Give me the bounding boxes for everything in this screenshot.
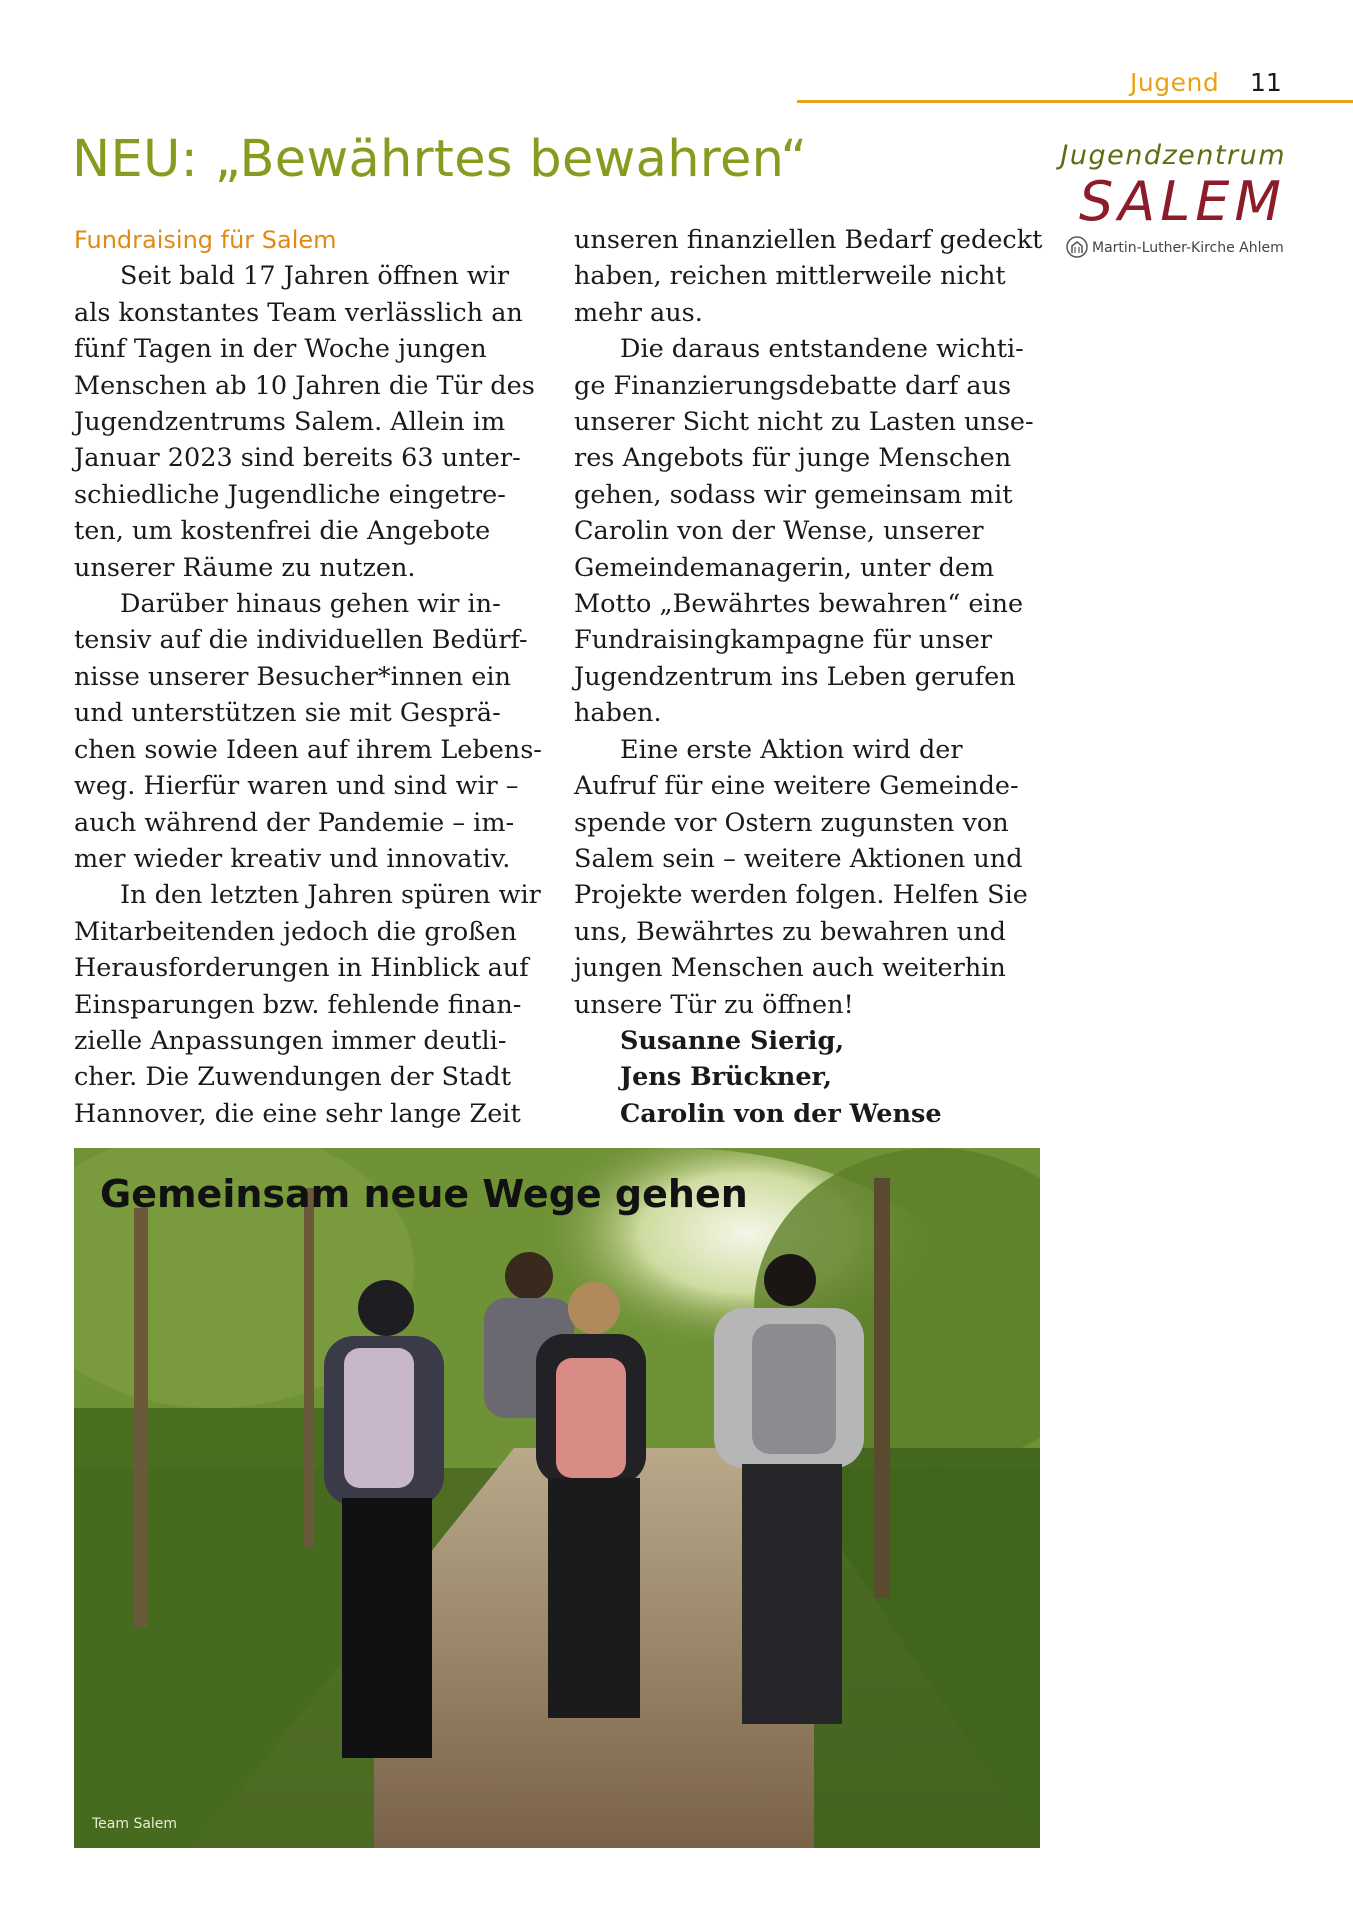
author-name: Susanne Sierig, bbox=[620, 1025, 845, 1056]
author-name: Jens Brückner, bbox=[620, 1062, 833, 1093]
text-line: Menschen ab 10 Jahren die Tür des bbox=[74, 370, 535, 401]
text-line: unseren finanziellen Bedarf gedeckt bbox=[574, 225, 1043, 255]
text-line: Herausforderungen in Hinblick auf bbox=[74, 953, 529, 984]
text-line: mer wieder kreativ und innovativ. bbox=[74, 843, 511, 874]
text-line: und unterstützen sie mit Gesprä- bbox=[74, 698, 501, 729]
text-line: Mitarbeitenden jedoch die großen bbox=[74, 916, 517, 947]
text-line: unserer Sicht nicht zu Lasten unse- bbox=[574, 407, 1034, 438]
text-line: res Angebots für junge Menschen bbox=[574, 443, 1012, 474]
text-line: In den letzten Jahren spüren wir bbox=[120, 880, 541, 911]
text-line: Aufruf für eine weitere Gemeinde- bbox=[574, 771, 1019, 802]
text-line: ge Finanzierungsdebatte darf aus bbox=[574, 370, 1012, 401]
text-line: cher. Die Zuwendungen der Stadt bbox=[74, 1062, 511, 1093]
text-line: Seit bald 17 Jahren öffnen wir bbox=[120, 261, 510, 292]
text-line: haben, reichen mittlerweile nicht bbox=[574, 261, 1006, 292]
logo-line-2: SALEM bbox=[1078, 170, 1286, 233]
text-line: Eine erste Aktion wird der bbox=[620, 734, 963, 765]
text-line: zielle Anpassungen immer deutli- bbox=[74, 1025, 507, 1056]
text-line: Die daraus entstandene wichti- bbox=[620, 334, 1024, 365]
text-line: mehr aus. bbox=[574, 297, 703, 328]
header-rule bbox=[797, 100, 1353, 103]
text-column-2 bbox=[574, 222, 1044, 1132]
text-line: als konstantes Team verlässlich an bbox=[74, 297, 523, 328]
text-line: unserer Räume zu nutzen. bbox=[74, 552, 416, 583]
text-line: tensiv auf die individuellen Bedürf- bbox=[74, 625, 528, 656]
text-line: Projekte werden folgen. Helfen Sie bbox=[574, 880, 1028, 911]
section-label: Jugend bbox=[1130, 68, 1220, 97]
text-line: Salem sein – weitere Aktionen und bbox=[574, 843, 1023, 874]
forest-path-photo bbox=[74, 1148, 1040, 1848]
text-line: Carolin von der Wense, unserer bbox=[574, 516, 984, 547]
text-line: Fundraisingkampagne für unser bbox=[574, 625, 993, 656]
text-line: auch während der Pandemie – im- bbox=[74, 807, 515, 838]
text-line: nisse unserer Besucher*innen ein bbox=[74, 661, 511, 692]
text-line: Jugendzentrum ins Leben gerufen bbox=[574, 661, 1016, 692]
text-line: Jugendzentrums Salem. Allein im bbox=[74, 407, 506, 438]
text-line: spende vor Ostern zugunsten von bbox=[574, 807, 1009, 838]
text-line: weg. Hierfür waren und sind wir – bbox=[74, 771, 519, 802]
text-line: haben. bbox=[574, 698, 662, 729]
text-column-1 bbox=[74, 222, 544, 1132]
logo-line-1: Jugendzentrum bbox=[1060, 140, 1286, 171]
text-line: fünf Tagen in der Woche jungen bbox=[74, 334, 487, 365]
photo-illustration bbox=[74, 1148, 1040, 1848]
logo-line-3: Martin-Luther-Kirche Ahlem bbox=[1092, 240, 1284, 256]
text-line: jungen Menschen auch weiterhin bbox=[574, 953, 1006, 984]
author-name: Carolin von der Wense bbox=[620, 1098, 942, 1129]
text-line: Darüber hinaus gehen wir in- bbox=[120, 589, 501, 620]
church-icon bbox=[1066, 236, 1088, 258]
page-number: 11 bbox=[1250, 68, 1282, 97]
text-line: Gemeindemanagerin, unter dem bbox=[574, 552, 995, 583]
photo-credit: Team Salem bbox=[92, 1816, 178, 1832]
text-line: Motto „Bewährtes bewahren“ eine bbox=[574, 589, 1024, 620]
salem-logo bbox=[1062, 140, 1290, 262]
article-title: NEU: „Bewährtes bewahren“ bbox=[72, 130, 808, 189]
text-line: unsere Tür zu öffnen! bbox=[574, 989, 854, 1020]
text-line: uns, Bewährtes zu bewahren und bbox=[574, 916, 1006, 947]
text-line: chen sowie Ideen auf ihrem Lebens- bbox=[74, 734, 542, 765]
text-line: Einsparungen bzw. fehlende finan- bbox=[74, 989, 522, 1020]
article-subtitle: Fundraising für Salem bbox=[74, 226, 337, 254]
text-line: Hannover, die eine sehr lange Zeit bbox=[74, 1098, 521, 1129]
text-line: gehen, sodass wir gemeinsam mit bbox=[574, 479, 1013, 510]
photo-caption: Gemeinsam neue Wege gehen bbox=[100, 1172, 748, 1216]
text-line: schiedliche Jugendliche eingetre- bbox=[74, 479, 506, 510]
text-line: Januar 2023 sind bereits 63 unter- bbox=[74, 443, 521, 474]
text-line: ten, um kostenfrei die Angebote bbox=[74, 516, 491, 547]
